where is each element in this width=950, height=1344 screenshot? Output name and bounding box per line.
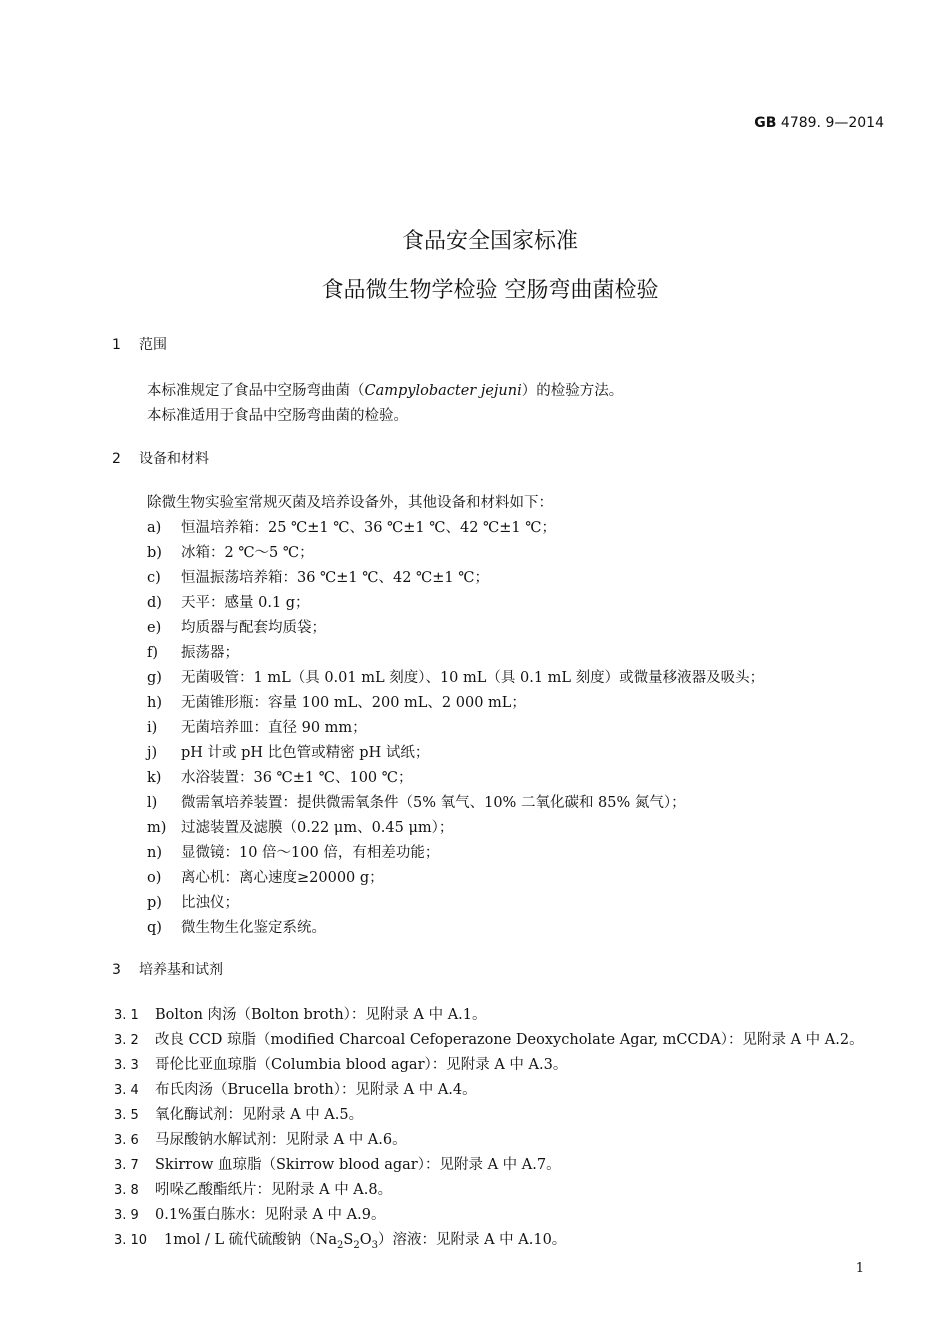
- subclause-number: 3. 4: [114, 1083, 139, 1098]
- list-text: 无菌吸管：1 mL（具 0.01 mL 刻度）、10 mL（具 0.1 mL 刻度）或微量移液器及吸头；: [181, 670, 765, 686]
- subclause: [114, 1103, 363, 1124]
- list-marker: b): [147, 545, 162, 561]
- list-marker: j): [147, 745, 158, 761]
- subclause: [114, 1228, 566, 1251]
- list-text: pH 计或 pH 比色管或精密 pH 试纸；: [181, 745, 430, 761]
- list-item: [147, 741, 429, 762]
- list-marker: n): [147, 845, 162, 861]
- subclause: [114, 1153, 561, 1174]
- list-text: 振荡器；: [181, 645, 239, 661]
- list-marker: l): [147, 795, 158, 811]
- subclause-text: 吲哚乙酸酯纸片：见附录 A 中 A.8。: [155, 1182, 393, 1198]
- list-text: 离心机：离心速度≥20000 g；: [181, 870, 384, 886]
- list-marker: d): [147, 595, 162, 611]
- list-item: [147, 566, 489, 587]
- list-item: [147, 891, 239, 912]
- list-marker: c): [147, 570, 161, 586]
- document-subtitle: 食品微生物学检验 空肠弯曲菌检验: [321, 278, 659, 303]
- subclause: [114, 1078, 477, 1099]
- list-item: [147, 841, 439, 862]
- subclause: [114, 1203, 385, 1224]
- section-1-paragraph-1: [147, 379, 623, 400]
- list-text: 显微镜：10 倍～100 倍，有相差功能；: [181, 845, 440, 861]
- list-marker: g): [147, 670, 162, 686]
- subclause-number: 3. 2: [114, 1033, 139, 1048]
- list-marker: p): [147, 895, 162, 911]
- list-marker: f): [147, 645, 159, 661]
- section-3-heading: [112, 959, 223, 979]
- list-text: 微生物生化鉴定系统。: [181, 920, 326, 936]
- list-item: [147, 816, 453, 837]
- list-marker: m): [147, 820, 167, 836]
- list-text: 无菌锥形瓶：容量 100 mL、200 mL、2 000 mL；: [181, 695, 526, 711]
- list-text: 无菌培养皿：直径 90 mm；: [181, 720, 367, 736]
- subclause-number: 3. 7: [114, 1158, 139, 1173]
- subclause-number: 3. 8: [114, 1183, 139, 1198]
- subclause-number: 3. 3: [114, 1058, 139, 1073]
- list-marker: i): [147, 720, 158, 736]
- subclause: [114, 1128, 407, 1149]
- text-run: O: [359, 1232, 372, 1248]
- subclause: [114, 1028, 864, 1049]
- list-item: [147, 641, 239, 662]
- section-1-paragraph-2: 本标准适用于食品中空肠弯曲菌的检验。: [147, 408, 408, 424]
- list-text: 恒温振荡培养箱：36 ℃±1 ℃、42 ℃±1 ℃；: [181, 570, 489, 586]
- subscript: 2: [337, 1239, 344, 1251]
- list-item: [147, 766, 413, 787]
- subclause-number: 3. 9: [114, 1208, 139, 1223]
- subclause: [114, 1003, 487, 1024]
- subclause-number: 3. 10: [114, 1233, 148, 1248]
- subclause: [114, 1178, 392, 1199]
- list-marker: a): [147, 520, 162, 536]
- standard-prefix: GB: [754, 115, 777, 131]
- standard-number: 4789. 9—2014: [780, 115, 884, 131]
- section-title: 培养基和试剂: [139, 962, 223, 978]
- list-text: 恒温培养箱：25 ℃±1 ℃、36 ℃±1 ℃、42 ℃±1 ℃；: [181, 520, 556, 536]
- list-item: [147, 691, 526, 712]
- list-item: [147, 616, 326, 637]
- page-number: 1: [855, 1261, 864, 1276]
- subclause-text: 哥伦比亚血琼脂（Columbia blood agar）：见附录 A 中 A.3。: [155, 1057, 568, 1073]
- subclause-text: 布氏肉汤（Brucella broth）：见附录 A 中 A.4。: [155, 1082, 477, 1098]
- list-marker: h): [147, 695, 162, 711]
- subclause-number: 3. 1: [114, 1008, 139, 1023]
- document-title: 食品安全国家标准: [401, 229, 578, 254]
- text-run: ）的检验方法。: [521, 383, 624, 399]
- list-marker: e): [147, 620, 162, 636]
- subclause-number: 3. 5: [114, 1108, 139, 1123]
- text-run: 本标准规定了食品中空肠弯曲菌（: [147, 383, 365, 399]
- species-name: Campylobacter jejuni: [364, 383, 522, 399]
- list-text: 冰箱：2 ℃～5 ℃；: [181, 545, 314, 561]
- list-item: [147, 516, 556, 537]
- subscript: 3: [371, 1239, 378, 1251]
- subscript: 2: [353, 1239, 360, 1251]
- section-1-heading: [112, 334, 167, 354]
- subclause-text: 马尿酸钠水解试剂：见附录 A 中 A.6。: [155, 1132, 407, 1148]
- list-text: 水浴装置：36 ℃±1 ℃、100 ℃；: [181, 770, 413, 786]
- list-marker: k): [147, 770, 162, 786]
- list-item: [147, 866, 384, 887]
- text-run: S: [343, 1232, 354, 1248]
- list-item: [147, 791, 686, 812]
- list-marker: q): [147, 920, 162, 936]
- list-item: [147, 591, 310, 612]
- subclause: [114, 1053, 567, 1074]
- section-number: 1: [112, 337, 121, 353]
- section-title: 范围: [139, 337, 167, 353]
- section-2-heading: [112, 448, 209, 468]
- text-run: ）溶液：见附录 A 中 A.10。: [377, 1232, 567, 1248]
- list-item: [147, 916, 326, 937]
- section-2-intro: 除微生物实验室常规灭菌及培养设备外，其他设备和材料如下：: [147, 495, 553, 511]
- subclause-text: Bolton 肉汤（Bolton broth）：见附录 A 中 A.1。: [155, 1007, 487, 1023]
- list-text: 微需氧培养装置：提供微需氧条件（5% 氧气、10% 二氧化碳和 85% 氮气）；: [181, 795, 686, 811]
- subclause-text: 0.1%蛋白胨水：见附录 A 中 A.9。: [155, 1207, 386, 1223]
- list-text: 均质器与配套均质袋；: [181, 620, 326, 636]
- section-number: 2: [112, 451, 121, 467]
- section-title: 设备和材料: [139, 451, 209, 467]
- text-run: 1mol / L 硫代硫酸钠（Na: [164, 1232, 338, 1248]
- subclause-text: 氧化酶试剂：见附录 A 中 A.5。: [155, 1107, 364, 1123]
- list-text: 比浊仪；: [181, 895, 239, 911]
- subclause-text: 改良 CCD 琼脂（modified Charcoal Cefoperazone Deoxycholate Agar, mCCDA）：见附录 A 中 A.2。: [155, 1032, 864, 1048]
- subclause-number: 3. 6: [114, 1133, 139, 1148]
- list-text: 天平：感量 0.1 g；: [181, 595, 310, 611]
- list-text: 过滤装置及滤膜（0.22 μm、0.45 μm）；: [181, 820, 454, 836]
- list-item: [147, 716, 367, 737]
- subclause-text: Skirrow 血琼脂（Skirrow blood agar）：见附录 A 中 A.7。: [155, 1157, 561, 1173]
- list-item: [147, 666, 764, 687]
- standard-code: [754, 115, 884, 131]
- list-marker: o): [147, 870, 162, 886]
- section-number: 3: [112, 962, 121, 978]
- list-item: [147, 541, 314, 562]
